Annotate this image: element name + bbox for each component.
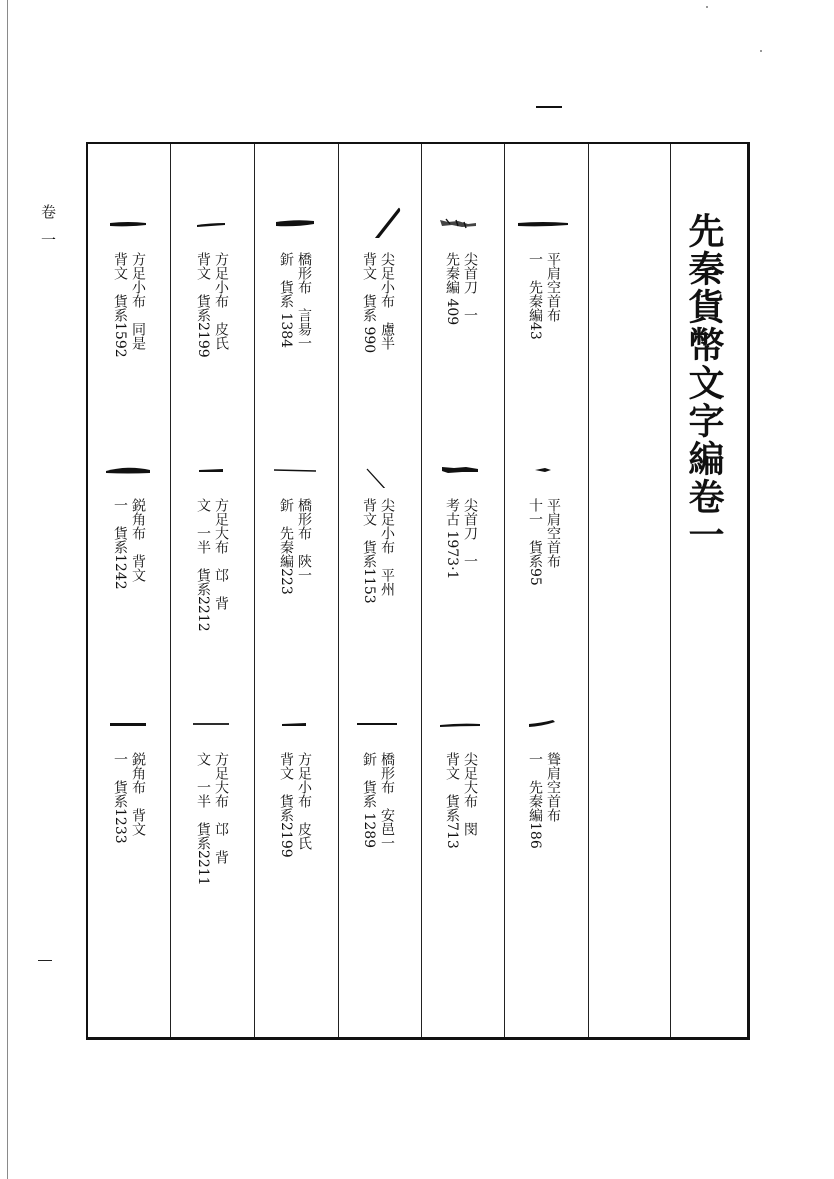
entry-label: 方足大布 邙 背 — [213, 752, 229, 864]
margin-volume-label: 卷 一 — [39, 204, 57, 251]
entry-c2-r2 — [430, 462, 490, 692]
jian-shou-dao-glyph-icon — [432, 462, 488, 478]
rui-jiao-bu-glyph-icon — [100, 462, 156, 478]
entry-source: 考古 1973·1 — [444, 498, 460, 580]
entry-c1-r3 — [513, 716, 573, 946]
entry-source: 文 一半 貨系2212 — [195, 498, 211, 632]
entry-c1-r1 — [513, 216, 573, 446]
page-left-edge-line — [7, 0, 8, 1179]
entry-label: 橋形布 陝一 — [296, 498, 312, 582]
fang-zu-da-bu-glyph-icon — [183, 462, 239, 478]
column-divider — [421, 144, 422, 1037]
jian-zu-xiao-bu-glyph-icon — [349, 206, 405, 238]
entry-source: 背文 貨系2199 — [278, 752, 294, 858]
qiao-xing-bu-glyph-icon — [266, 462, 322, 478]
entry-label: 尖足大布 閔 — [462, 752, 478, 836]
entry-source: 釿 先秦編223 — [278, 498, 294, 595]
entry-source: 背文 貨系1153 — [361, 498, 377, 604]
entry-source: 釿 貨系 1289 — [361, 752, 377, 849]
jian-zu-da-bu-glyph-icon — [432, 716, 488, 732]
entry-label: 平肩空首布 — [545, 498, 561, 568]
ping-jian-kong-shou-bu-glyph-icon — [515, 462, 571, 478]
margin-footer-mark — [38, 960, 52, 961]
entry-source: 釿 貨系 1384 — [278, 252, 294, 349]
entry-label: 橋形布 安邑一 — [379, 752, 395, 850]
column-divider — [670, 144, 671, 1037]
fang-zu-xiao-bu-glyph-icon — [266, 716, 322, 732]
entry-label: 平肩空首布 — [545, 252, 561, 322]
jian-zu-xiao-bu-glyph-icon — [349, 462, 405, 488]
entry-c2-r1 — [430, 216, 490, 446]
entry-label: 方足小布 皮氏 — [213, 252, 229, 350]
qiao-xing-bu-glyph-icon — [266, 216, 322, 232]
entry-c6-r2 — [98, 462, 158, 692]
entry-c4-r3 — [264, 716, 324, 946]
entry-source: 文 一半 貨系2211 — [195, 752, 211, 886]
entry-source: 背文 貨系 990 — [361, 252, 377, 354]
column-divider — [170, 144, 171, 1037]
entry-source: 一 先秦編186 — [527, 752, 543, 849]
entry-label: 鋭角布 背文 — [130, 498, 146, 582]
qiao-xing-bu-glyph-icon — [349, 716, 405, 732]
column-divider — [254, 144, 255, 1037]
column-divider — [338, 144, 339, 1037]
entry-label: 方足小布 同是 — [130, 252, 146, 350]
fang-zu-xiao-bu-glyph-icon — [100, 216, 156, 232]
entry-c3-r2 — [347, 462, 407, 692]
entry-c5-r1 — [181, 216, 241, 446]
entry-label: 聳肩空首布 — [545, 752, 561, 822]
entry-label: 尖足小布 平州 — [379, 498, 395, 596]
entry-c6-r1 — [98, 216, 158, 446]
entry-source: 一 先秦編43 — [527, 252, 543, 340]
entry-source: 背文 貨系713 — [444, 752, 460, 849]
entry-source: 背文 貨系2199 — [195, 252, 211, 358]
entry-table — [86, 142, 750, 1040]
entry-c6-r3 — [98, 716, 158, 946]
paper-speck — [760, 50, 762, 52]
column-divider — [588, 144, 589, 1037]
entry-label: 橋形布 言昜一 — [296, 252, 312, 350]
entry-c2-r3 — [430, 716, 490, 946]
song-jian-kong-shou-bu-glyph-icon — [515, 716, 571, 732]
entry-label: 尖足小布 慮半 — [379, 252, 395, 350]
entry-label: 方足大布 邙 背 — [213, 498, 229, 610]
page-number-mark — [536, 106, 562, 108]
entry-label: 鋭角布 背文 — [130, 752, 146, 836]
entry-label: 方足小布 皮氏 — [296, 752, 312, 850]
entry-c4-r1 — [264, 216, 324, 446]
jian-shou-dao-glyph-icon — [432, 216, 488, 232]
entry-c5-r2 — [181, 462, 241, 692]
paper-speck — [706, 6, 708, 8]
rui-jiao-bu-glyph-icon — [100, 716, 156, 732]
entry-c3-r3 — [347, 716, 407, 946]
entry-c5-r3 — [181, 716, 241, 946]
fang-zu-da-bu-glyph-icon — [183, 716, 239, 732]
entry-source: 先秦編 409 — [444, 252, 460, 326]
page-number — [536, 96, 562, 116]
entry-c1-r2 — [513, 462, 573, 692]
book-title: 先秦貨幣文字編卷一 — [683, 212, 725, 554]
entry-label: 尖首刀 一 — [462, 252, 478, 322]
entry-label: 尖首刀 一 — [462, 498, 478, 568]
entry-source: 一 貨系1242 — [112, 498, 128, 590]
entry-source: 背文 貨系1592 — [112, 252, 128, 358]
entry-source: 十一 貨系95 — [527, 498, 543, 586]
entry-c4-r2 — [264, 462, 324, 692]
entry-c3-r1 — [347, 216, 407, 446]
entry-source: 一 貨系1233 — [112, 752, 128, 844]
ping-jian-kong-shou-bu-glyph-icon — [515, 216, 571, 232]
column-divider — [504, 144, 505, 1037]
fang-zu-xiao-bu-glyph-icon — [183, 216, 239, 232]
